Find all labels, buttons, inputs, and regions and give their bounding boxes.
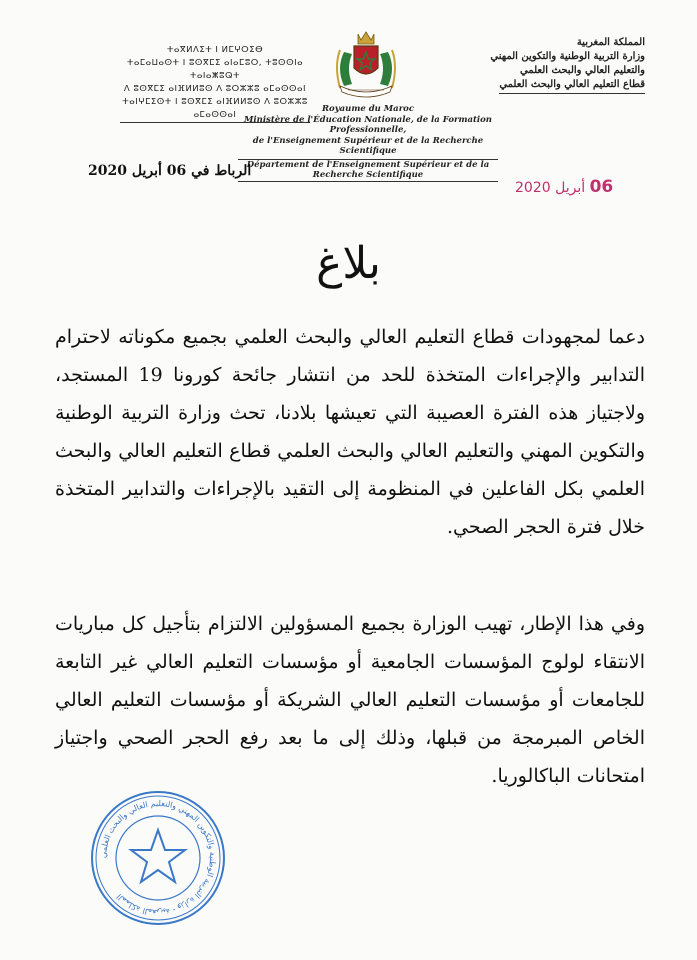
tifinagh-header-line-2: ⵜⴰⵎⴰⵡⴰⵙⵜ ⵏ ⵓⵙⴳⵎⵉ ⴰⵏⴰⵎⵓⵔ, ⵜⵓⵙⵙⵏⴰ ⵜⴰⵏⴰⵥⵓⵕⵜ	[126, 58, 304, 81]
received-date-stamp	[515, 177, 613, 197]
document-date: الرباط في 06 أبريل 2020	[88, 163, 252, 179]
royal-emblem-icon	[330, 28, 402, 98]
seal-ring-text: المملكة المغربية - وزارة التربية الوطنية والتكوين المهني والتعليم العالي والبحث العلمي	[98, 798, 218, 918]
arabic-header-line-2: وزارة التربية الوطنية والتكوين المهني	[490, 51, 645, 62]
tifinagh-header-line-3: ⴷ ⵓⵙⴳⵎⵉ ⴰⵏⴼⵍⵍⵓⵙ ⴷ ⵓⵔⵣⵣⵓ ⴰⵎⴰⵙⵙⴰⵏ	[123, 84, 307, 94]
arabic-header-line-1: المملكة المغربية	[576, 37, 645, 48]
french-header-ministry-2: de l'Enseignement Supérieur et de la Recherche Scientifique	[252, 135, 484, 156]
tifinagh-header-line-1: ⵜⴰⴳⵍⴷⵉⵜ ⵏ ⵍⵎⵖⵔⵉⴱ	[166, 45, 264, 55]
french-header	[238, 104, 498, 182]
stamp-day: 06	[589, 177, 614, 197]
arabic-header	[445, 36, 645, 94]
official-seal-icon	[88, 788, 228, 928]
tifinagh-header-department: ⵜⴰⵏⵖⵎⵉⵙⵜ ⵏ ⵓⵙⴳⵎⵉ ⴰⵏⴼⵍⵍⵓⵙ ⴷ ⵓⵔⵣⵣⵓ ⴰⵎⴰⵙⵙⴰⵏ	[120, 96, 310, 123]
arabic-header-department: قطاع التعليم العالي والبحث العلمي	[499, 78, 645, 94]
body-paragraph-2: وفي هذا الإطار، تهيب الوزارة بجميع المسؤولين الالتزام بتأجيل كل مباريات الانتقاء لولوج المؤسسات الجامعية أو مؤسسات التعليم العالي غير التابعة للجامعات أو مؤسسات التعليم العالي الشريكة أو مؤسسات التعليم العالي الخاص المبرمجة من قبلها، وذلك إلى ما بعد رفع الحجر الصحي واجتياز امتحانات الباكالوريا.	[55, 613, 645, 787]
arabic-header-line-3: والتعليم العالي والبحث العلمي	[519, 65, 645, 76]
document-title: بلاغ	[316, 238, 381, 289]
stamp-month: أبريل	[555, 180, 586, 196]
french-header-ministry-1: Ministère de l'Éducation Nationale, de la Formation Professionnelle,	[244, 114, 492, 135]
body-paragraph-1: دعما لمجهودات قطاع التعليم العالي والبحث العلمي بجميع مكوناته لاحترام التدابير والإجراءات المتخذة للحد من انتشار جائحة كورونا 19 المستجد، ولاجتياز هذه الفترة العصيبة التي تعيشها بلادنا، تحث وزارة التربية الوطنية والتكوين المهني والتعليم العالي والبحث العلمي قطاع التعليم العالي والبحث العلمي بكل الفاعلين في المنظومة إلى التقيد بالإجراءات والتدابير المتخذة خلال فترة الحجر الصحي.	[55, 326, 645, 538]
stamp-year: 2020	[515, 180, 551, 196]
french-header-kingdom: Royaume du Maroc	[321, 104, 415, 114]
french-header-department: Département de l'Enseignement Supérieur et de la Recherche Scientifique	[238, 159, 498, 182]
